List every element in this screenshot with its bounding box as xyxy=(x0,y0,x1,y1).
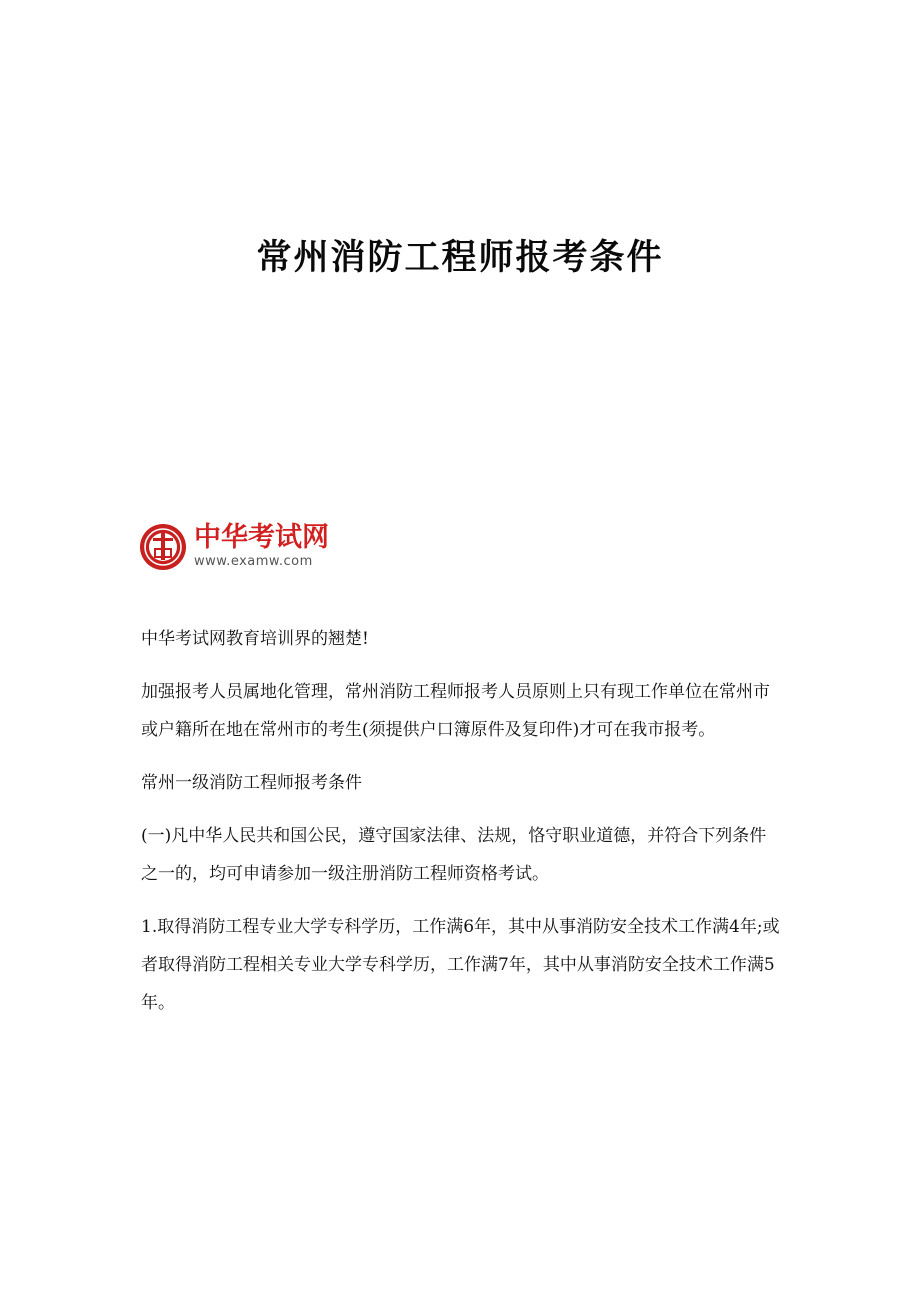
paragraph: 加强报考人员属地化管理，常州消防工程师报考人员原则上只有现工作单位在常州市或户籍所在地在常州市的考生(须提供户口簿原件及复印件)才可在我市报考。 xyxy=(141,682,770,740)
document-body xyxy=(141,620,781,1037)
paragraph: 中华考试网教育培训界的翘楚! xyxy=(141,629,369,649)
document-title: 常州消防工程师报考条件 xyxy=(256,238,664,278)
section-heading: 常州一级消防工程师报考条件 xyxy=(141,773,362,793)
logo-name: 中华考试网 xyxy=(194,522,329,553)
logo-url: www.examw.com xyxy=(194,554,313,569)
logo-text-block xyxy=(194,522,329,570)
paragraph: (一)凡中华人民共和国公民，遵守国家法律、法规，恪守职业道德，并符合下列条件之一的，均可申请参加一级注册消防工程师资格考试。 xyxy=(141,826,767,884)
paragraph: 1.取得消防工程专业大学专科学历，工作满6年，其中从事消防安全技术工作满4年;或者取得消防工程相关专业大学专科学历，工作满7年，其中从事消防安全技术工作满5年。 xyxy=(141,917,780,1013)
examw-logo xyxy=(138,522,338,578)
seal-icon xyxy=(138,522,188,572)
